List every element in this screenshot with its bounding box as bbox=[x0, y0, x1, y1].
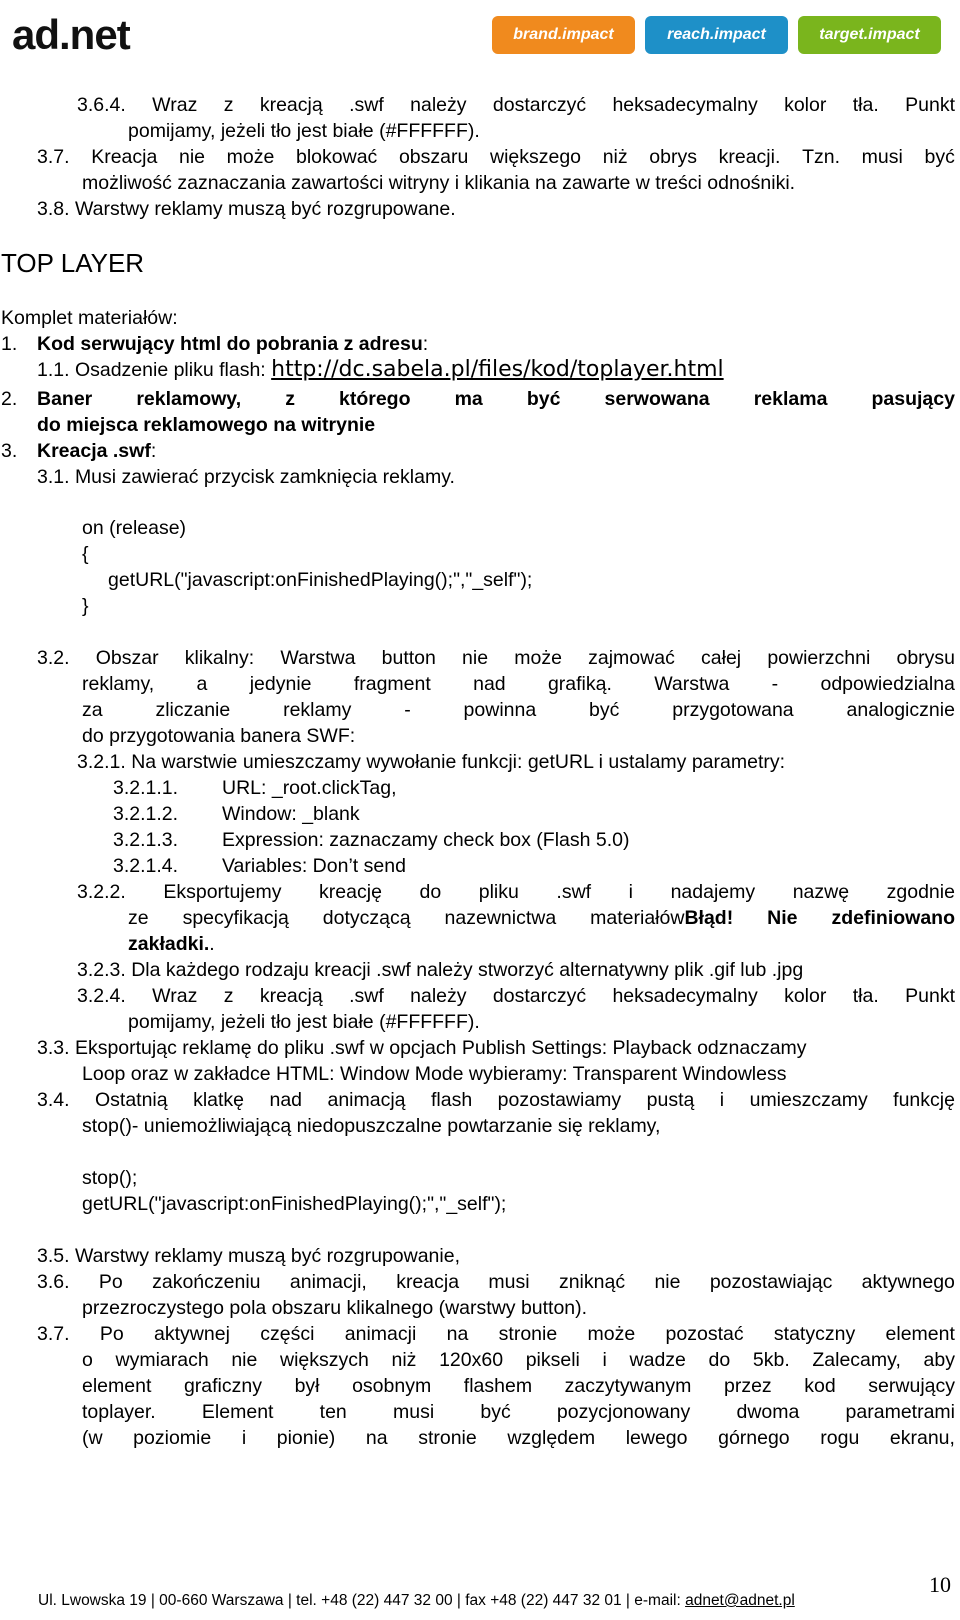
document-line bbox=[1, 305, 178, 331]
document-line bbox=[37, 464, 455, 490]
document-line bbox=[82, 1425, 955, 1451]
word: zajmować bbox=[588, 647, 675, 669]
text-line: 3.2.1.2. bbox=[113, 803, 179, 825]
word: 120x60 bbox=[439, 1349, 504, 1371]
word: kreacją bbox=[259, 985, 323, 1007]
word: zaczytywanym bbox=[564, 1375, 692, 1397]
word: i bbox=[241, 1427, 247, 1449]
text-line: 1. bbox=[1, 333, 18, 355]
word: na bbox=[446, 1323, 469, 1345]
word: pionie) bbox=[276, 1427, 336, 1449]
word: odpowiedzialna bbox=[820, 673, 955, 695]
word: 3.4. bbox=[37, 1089, 70, 1111]
document-line bbox=[37, 386, 955, 412]
word: klikalny: bbox=[184, 647, 255, 669]
word: (w bbox=[82, 1427, 103, 1449]
word: większego bbox=[489, 146, 582, 168]
word: Punkt bbox=[905, 94, 955, 116]
document-line bbox=[37, 1269, 955, 1295]
word: Wraz bbox=[152, 94, 198, 116]
text-line: przezroczystego pola obszaru klikalnego (warstwy button). bbox=[82, 1297, 588, 1319]
document-line bbox=[113, 775, 178, 801]
text-line: Kod serwujący html do pobrania z adresu bbox=[37, 333, 423, 355]
word: 3.7. bbox=[37, 1323, 70, 1345]
document-line bbox=[1, 331, 17, 357]
word: stronie bbox=[498, 1323, 558, 1345]
document-line bbox=[222, 827, 630, 853]
word: dostarczyć bbox=[492, 985, 587, 1007]
word: kolor bbox=[784, 94, 827, 116]
document-line bbox=[128, 118, 480, 144]
word: 3.2.2. bbox=[77, 881, 126, 903]
text-line: . bbox=[209, 933, 215, 955]
word: klatkę bbox=[193, 1089, 245, 1111]
page-number: 10 bbox=[929, 1572, 951, 1597]
word: lewego bbox=[625, 1427, 688, 1449]
text-line: 3.8. Warstwy reklamy muszą być rozgrupowane. bbox=[37, 198, 456, 220]
word: Ostatnią bbox=[94, 1089, 168, 1111]
document-line bbox=[82, 723, 355, 749]
word: materiałówBłąd! bbox=[590, 907, 734, 929]
text-line: } bbox=[82, 595, 89, 617]
word: obrys bbox=[649, 146, 697, 168]
word: statyczny bbox=[773, 1323, 856, 1345]
word: musi bbox=[488, 1271, 530, 1293]
word: 3.2. bbox=[37, 647, 70, 669]
word: element bbox=[82, 1375, 152, 1397]
word: nie bbox=[462, 647, 489, 669]
word: tła. bbox=[852, 94, 879, 116]
document-line bbox=[37, 1243, 460, 1269]
word: kreacji. bbox=[718, 146, 781, 168]
text-line: TOP LAYER bbox=[1, 248, 145, 278]
text-line: pomijamy, jeżeli tło jest białe (#FFFFFF). bbox=[128, 120, 480, 142]
text-line: Komplet materiałów: bbox=[1, 307, 178, 329]
word: względem bbox=[507, 1427, 596, 1449]
word: z bbox=[223, 94, 234, 116]
document-line bbox=[108, 567, 532, 593]
word: serwujący bbox=[868, 1375, 955, 1397]
word: ekranu, bbox=[889, 1427, 955, 1449]
word: Tzn. bbox=[802, 146, 840, 168]
document-line bbox=[37, 196, 456, 222]
word: może bbox=[514, 647, 562, 669]
text-line: : bbox=[422, 333, 429, 355]
word: pozostawiamy bbox=[497, 1089, 622, 1111]
word: nie bbox=[231, 1349, 258, 1371]
text-line: 3.2.3. Dla każdego rodzaju kreacji .swf należy stworzyć alternatywny plik .gif lub .jpg bbox=[77, 959, 804, 981]
text-line: getURL("javascript:onFinishedPlaying();","_self"); bbox=[82, 1193, 507, 1215]
word: należy bbox=[410, 985, 467, 1007]
document-line bbox=[82, 1347, 955, 1373]
document-line bbox=[1, 438, 17, 464]
document-line bbox=[128, 1009, 480, 1035]
word: animacji bbox=[344, 1323, 417, 1345]
text-line: { bbox=[82, 543, 89, 565]
word: - bbox=[404, 699, 411, 721]
target-impact-badge[interactable]: target.impact bbox=[798, 16, 941, 54]
word: blokować bbox=[296, 146, 378, 168]
word: i bbox=[602, 1349, 607, 1371]
word: toplayer. bbox=[82, 1401, 156, 1423]
word: nadajemy bbox=[670, 881, 756, 903]
word: Warstwa bbox=[654, 673, 730, 695]
document-line bbox=[77, 983, 955, 1009]
word: którego bbox=[339, 388, 411, 410]
text-line: 3.5. Warstwy reklamy muszą być rozgrupowanie, bbox=[37, 1245, 461, 1267]
word: Zalecamy, bbox=[812, 1349, 901, 1371]
word: obszaru bbox=[398, 146, 469, 168]
document-line bbox=[37, 331, 428, 357]
word: 3.7. bbox=[37, 146, 70, 168]
footer-address-text: Ul. Lwowska 19 | 00-660 Warszawa | tel. +48 (22) 447 32 00 | fax +48 (22) 447 32 01 | e-mail: bbox=[38, 1592, 686, 1609]
document-line bbox=[37, 438, 156, 464]
word: ten bbox=[319, 1401, 347, 1423]
document-line bbox=[77, 749, 785, 775]
word: 3.2.4. bbox=[77, 985, 126, 1007]
word: animacją bbox=[327, 1089, 406, 1111]
word: funkcję bbox=[893, 1089, 955, 1111]
document-line bbox=[37, 144, 955, 170]
word: przygotowana bbox=[672, 699, 794, 721]
word: button bbox=[381, 647, 436, 669]
word: z bbox=[223, 985, 234, 1007]
word: serwowana bbox=[604, 388, 710, 410]
word: niż bbox=[391, 1349, 417, 1371]
word: jedynie bbox=[249, 673, 312, 695]
document-line bbox=[82, 1295, 587, 1321]
text-line: Expression: zaznaczamy check box (Flash 5.0) bbox=[222, 829, 630, 851]
text-line: 3.2.1.3. bbox=[113, 829, 179, 851]
word: wadze bbox=[629, 1349, 686, 1371]
word: graficzny bbox=[183, 1375, 262, 1397]
brand-impact-badge[interactable]: brand.impact bbox=[492, 16, 635, 54]
word: pustą bbox=[646, 1089, 695, 1111]
word: Kreacja bbox=[91, 146, 158, 168]
text-line: getURL("javascript:onFinishedPlaying();","_self"); bbox=[108, 569, 533, 591]
word: aby bbox=[923, 1349, 955, 1371]
word: reklamowy, bbox=[136, 388, 242, 410]
document-line bbox=[82, 1399, 955, 1425]
word: większych bbox=[280, 1349, 369, 1371]
word: .swf bbox=[349, 94, 384, 116]
text-line: 3. bbox=[1, 440, 18, 462]
word: na bbox=[365, 1427, 388, 1449]
word: stronie bbox=[418, 1427, 477, 1449]
text-line: on (release) bbox=[82, 517, 187, 539]
word: niż bbox=[602, 146, 628, 168]
word: kreacją bbox=[259, 94, 323, 116]
word: górnego bbox=[718, 1427, 790, 1449]
text-line: Window: _blank bbox=[222, 803, 360, 825]
word: Wraz bbox=[152, 985, 198, 1007]
word: Nie bbox=[767, 907, 798, 929]
word: zliczanie bbox=[155, 699, 231, 721]
word: i bbox=[628, 881, 633, 903]
text-line: zakładki. bbox=[128, 933, 210, 955]
document-line bbox=[82, 541, 89, 567]
document-line bbox=[113, 801, 178, 827]
document-line bbox=[77, 92, 955, 118]
text-line: możliwość zaznaczania zawartości witryny i klikania na zawarte w treści odnośniki. bbox=[82, 172, 796, 194]
document-line bbox=[222, 801, 360, 827]
text-line: pomijamy, jeżeli tło jest białe (#FFFFFF). bbox=[128, 1011, 480, 1033]
text-line: Loop oraz w zakładce HTML: Window Mode wybieramy: Transparent Windowless bbox=[82, 1063, 787, 1085]
document-line bbox=[77, 879, 955, 905]
document-line bbox=[222, 853, 406, 879]
word: za bbox=[82, 699, 103, 721]
word: aktywnej bbox=[154, 1323, 230, 1345]
word: reklamy, bbox=[82, 673, 155, 695]
word: obrysu bbox=[896, 647, 955, 669]
word: Baner bbox=[37, 388, 93, 410]
word: może bbox=[226, 146, 275, 168]
text-line: 3.1. Musi zawierać przycisk zamknięcia reklamy. bbox=[37, 466, 455, 488]
word: kreację bbox=[319, 881, 382, 903]
word: zgodnie bbox=[886, 881, 955, 903]
document-line bbox=[82, 1113, 660, 1139]
word: być bbox=[526, 388, 561, 410]
word: Warstwa bbox=[280, 647, 356, 669]
word: animacji, bbox=[289, 1271, 367, 1293]
word: być bbox=[589, 699, 620, 721]
word: części bbox=[260, 1323, 315, 1345]
document-line bbox=[82, 1191, 506, 1217]
text-line: 3.2.1. Na warstwie umieszczamy wywołanie funkcji: getURL i ustalamy parametry: bbox=[77, 751, 786, 773]
word: Obszar bbox=[95, 647, 159, 669]
document-line bbox=[82, 515, 186, 541]
text-line: Variables: Don’t send bbox=[222, 855, 406, 877]
word: a bbox=[196, 673, 208, 695]
word: pasujący bbox=[871, 388, 955, 410]
word: powierzchni bbox=[767, 647, 871, 669]
document-line bbox=[82, 1165, 137, 1191]
word: zdefiniowano bbox=[831, 907, 955, 929]
text-line: do miejsca reklamowego na witrynie bbox=[37, 414, 376, 436]
word: 3.6. bbox=[37, 1271, 70, 1293]
word: tła. bbox=[852, 985, 879, 1007]
text-line: 3.2.1.1. bbox=[113, 777, 179, 799]
document-line bbox=[77, 957, 803, 983]
document-line bbox=[82, 593, 89, 619]
adnet-logo: ad.net bbox=[12, 11, 130, 58]
word: aktywnego bbox=[861, 1271, 955, 1293]
word: kreacja bbox=[396, 1271, 460, 1293]
toplayer-code-link[interactable]: http://dc.sabela.pl/files/kod/toplayer.html bbox=[271, 357, 724, 382]
document-line bbox=[82, 170, 795, 196]
word: heksadecymalny bbox=[612, 94, 758, 116]
text-line: stop(); bbox=[82, 1167, 138, 1189]
word: musi bbox=[392, 1401, 435, 1423]
word: zakończeniu bbox=[152, 1271, 261, 1293]
document-line bbox=[222, 775, 396, 801]
word: osobnym bbox=[352, 1375, 432, 1397]
document-line bbox=[37, 1035, 807, 1061]
document-line bbox=[37, 1321, 955, 1347]
word: całej bbox=[701, 647, 742, 669]
document-line bbox=[1, 386, 17, 412]
word: flash bbox=[430, 1089, 473, 1111]
word: nie bbox=[654, 1271, 681, 1293]
word: 5kb. bbox=[752, 1349, 790, 1371]
text-line: Kreacja .swf bbox=[37, 440, 151, 462]
document-line bbox=[113, 853, 178, 879]
word: zniknąć bbox=[558, 1271, 626, 1293]
document-line bbox=[82, 697, 955, 723]
word: dotyczącą bbox=[322, 907, 411, 929]
reach-impact-badge[interactable]: reach.impact bbox=[645, 16, 788, 54]
document-line bbox=[113, 827, 178, 853]
text-line: 3.3. Eksportując reklamę do pliku .swf w opcjach Publish Settings: Playback odznaczamy bbox=[37, 1037, 807, 1059]
word: być bbox=[924, 146, 955, 168]
word: pozostać bbox=[665, 1323, 744, 1345]
word: o bbox=[82, 1349, 93, 1371]
word: reklamy bbox=[283, 699, 352, 721]
word: element bbox=[885, 1323, 955, 1345]
word: przez bbox=[724, 1375, 772, 1397]
error-text: Błąd! bbox=[684, 907, 734, 929]
word: umieszczamy bbox=[749, 1089, 868, 1111]
word: powinna bbox=[463, 699, 537, 721]
section-heading bbox=[1, 250, 144, 276]
document-line bbox=[82, 1373, 955, 1399]
word: dwoma bbox=[736, 1401, 800, 1423]
document-line bbox=[37, 645, 955, 671]
word: nad bbox=[269, 1089, 303, 1111]
word: flashem bbox=[463, 1375, 533, 1397]
word: ze bbox=[128, 907, 149, 929]
word: nazwę bbox=[792, 881, 850, 903]
word: pliku bbox=[478, 881, 519, 903]
word: fragment bbox=[353, 673, 431, 695]
text-line: stop()- uniemożliwiającą niedopuszczalne powtarzanie się reklamy, bbox=[82, 1115, 661, 1137]
word: musi bbox=[861, 146, 903, 168]
word: rogu bbox=[820, 1427, 860, 1449]
word: specyfikacją bbox=[182, 907, 289, 929]
document-line bbox=[37, 412, 375, 438]
text-line: do przygotowania banera SWF: bbox=[82, 725, 356, 747]
text-line: URL: _root.clickTag, bbox=[222, 777, 397, 799]
word: nad bbox=[473, 673, 506, 695]
word: heksadecymalny bbox=[612, 985, 758, 1007]
word: wymiarach bbox=[115, 1349, 209, 1371]
word: kod bbox=[804, 1375, 836, 1397]
word: do bbox=[708, 1349, 731, 1371]
document-line bbox=[37, 357, 724, 383]
word: poziomie bbox=[133, 1427, 212, 1449]
word: do bbox=[419, 881, 442, 903]
document-line bbox=[82, 671, 955, 697]
word: Punkt bbox=[905, 985, 955, 1007]
word: .swf bbox=[349, 985, 384, 1007]
word: być bbox=[480, 1401, 511, 1423]
word: nazewnictwa bbox=[444, 907, 557, 929]
word: Element bbox=[201, 1401, 274, 1423]
footer-email-link[interactable]: adnet@adnet.pl bbox=[685, 1592, 795, 1609]
text-line: : bbox=[150, 440, 157, 462]
word: kolor bbox=[784, 985, 827, 1007]
word: Eksportujemy bbox=[163, 881, 282, 903]
word: dostarczyć bbox=[492, 94, 587, 116]
word: parametrami bbox=[845, 1401, 955, 1423]
document-line bbox=[128, 931, 215, 957]
word: i bbox=[719, 1089, 725, 1111]
word: Po bbox=[99, 1323, 124, 1345]
text-line: 2. bbox=[1, 388, 18, 410]
text-line: 3.2.1.4. bbox=[113, 855, 179, 877]
word: grafiką. bbox=[547, 673, 612, 695]
word: może bbox=[587, 1323, 636, 1345]
word: Po bbox=[98, 1271, 123, 1293]
text-line: 1.1. Osadzenie pliku flash: bbox=[37, 359, 266, 381]
word: pozostawiając bbox=[709, 1271, 833, 1293]
word: był bbox=[294, 1375, 320, 1397]
word: ma bbox=[454, 388, 483, 410]
word: analogicznie bbox=[846, 699, 955, 721]
word: nie bbox=[178, 146, 205, 168]
word: pozycjonowany bbox=[556, 1401, 691, 1423]
document-line bbox=[37, 1087, 955, 1113]
word: 3.6.4. bbox=[77, 94, 126, 116]
word: - bbox=[771, 673, 779, 695]
word: reklama bbox=[753, 388, 828, 410]
word: należy bbox=[410, 94, 467, 116]
word: .swf bbox=[556, 881, 592, 903]
document-line bbox=[128, 905, 955, 931]
word: z bbox=[285, 388, 295, 410]
footer-address bbox=[38, 1592, 795, 1610]
word: pikseli bbox=[525, 1349, 580, 1371]
document-line bbox=[82, 1061, 786, 1087]
